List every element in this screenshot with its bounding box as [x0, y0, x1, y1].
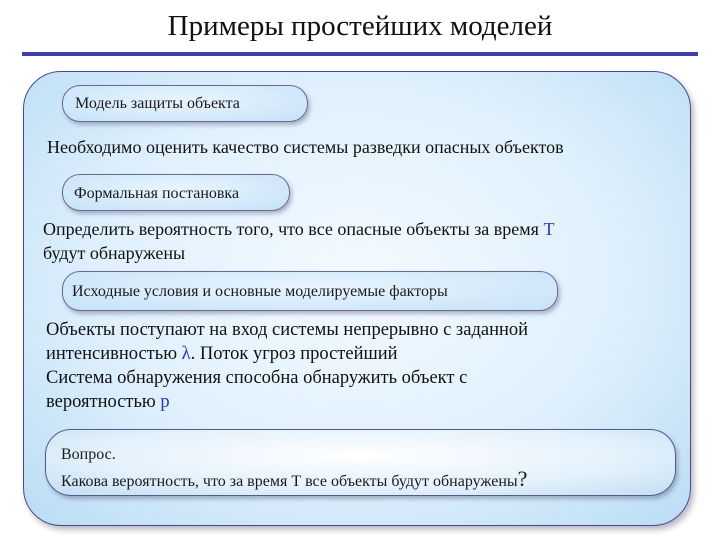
question-text: Какова вероятность, что за время Т все объекты будут обнаружены — [61, 473, 518, 490]
symbol-p: p — [160, 392, 170, 412]
formal-statement-line2: будут обнаружены — [43, 243, 186, 263]
title-underline — [22, 52, 698, 56]
formal-statement-line1: Определить вероятность того, что все опасные объекты за время — [43, 219, 544, 239]
conditions-line2-rest: . Поток угроз простейший — [190, 344, 398, 364]
question-box — [45, 429, 676, 496]
question-heading: Вопрос. — [61, 446, 116, 463]
section-label-formal-statement: Формальная постановка — [62, 174, 290, 211]
conditions-line4: вероятностью — [46, 392, 161, 412]
section-label-protection-model: Модель защиты объекта — [62, 85, 308, 122]
symbol-lambda: λ — [181, 344, 191, 364]
conditions-line2: интенсивностью — [46, 344, 182, 364]
conditions-line1: Объекты поступают на вход системы непрерывно с заданной — [46, 320, 529, 340]
slide-title: Примеры простейших моделей — [167, 10, 553, 42]
question-mark: ? — [517, 466, 528, 491]
section-text-formal-statement — [43, 217, 554, 265]
section-label-initial-conditions: Исходные условия и основные моделируемые факторы — [62, 271, 558, 311]
question-text-line — [61, 467, 675, 494]
section-text-protection-model: Необходимо оценить качество системы разведки опасных объектов — [47, 137, 564, 157]
section-text-initial-conditions — [46, 318, 528, 414]
conditions-line3: Система обнаружения способна обнаружить объект с — [46, 368, 468, 388]
symbol-time-T: T — [543, 219, 555, 239]
